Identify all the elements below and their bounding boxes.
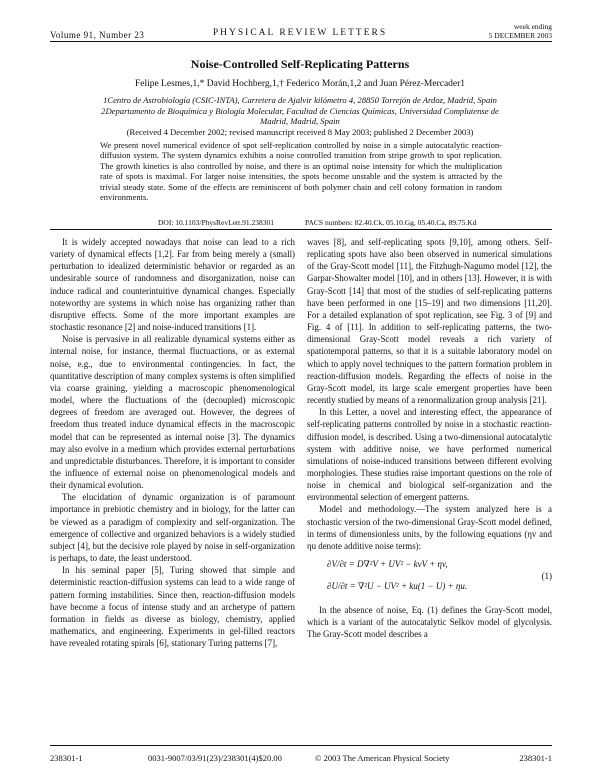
equation-number: (1) (541, 571, 552, 582)
paragraph: It is widely accepted nowadays that noise can lead to a rich variety of dynamical effects [1,2]. Far from being merely a (small) perturbation to idealized deterministic behavior or regarded as an undesirable source of randomness and disorganization, noise can induce radical and counterintuitive dynamical changes. Especially noteworthy are systems in which noise has organizing rather than disruptive effects. Some of the more important examples are stochastic resonance [2] and noise-induced transitions [1]. (50, 237, 295, 333)
paragraph: In his seminal paper [5], Turing showed that simple and deterministic reaction-diffusion systems can lead to a wide range of pattern forming instabilities. Since then, reaction-diffusion models have become a focus of intense study and an archetype of pattern formation in fields as diverse as biology, chemistry, applied mathematics, and engineering. Experiments in gel-filled reactors have revealed rotating spirals [6], stationary Turing patterns [7], (50, 565, 295, 649)
week-ending-label: week ending (513, 22, 552, 31)
paragraph: In the absence of noise, Eq. (1) defines the Gray-Scott model, which is a variant of the autocatalytic Selkov model of glycolysis. The Gray-Scott model describes a (307, 605, 552, 640)
equation-line-2: ∂U/∂t = ∇²U − UV² + ku(1 − U) + ηu. (327, 581, 468, 592)
paragraph: Noise is pervasive in all realizable dynamical systems either as internal noise, for instance, thermal fluctuactions, or as external noise, e.g., due to environmental contingencies. In fact, the quantitative description of many complex systems is often simplified via coarse graining, yielding a macroscopic phenomenological model, where the fluctuations of the (decoupled) microscopic degrees of freedom are averaged out. However, the degrees of freedom thus treated induce dynamical effects in the macroscopic model that can be represented as internal noise [3]. The dynamics may also evolve in a medium which provides external perturbations and unpredictable disturbances. Therefore, it is important to consider the influence of external noise on phenomenological models and their dynamical evolution. (50, 334, 296, 491)
copyright: © 2003 The American Physical Society (315, 753, 450, 763)
volume-number: Volume 91, Number 23 (50, 30, 145, 40)
issn-code: 0031-9007/03/91(23)/238301(4)$20.00 (148, 753, 282, 763)
equation-1 (307, 556, 552, 600)
received-dates: (Received 4 December 2002; revised manuscript received 8 May 2003; published 2 December 2003) (126, 127, 474, 137)
paragraph: In this Letter, a novel and interesting effect, the appearance of self-replicating patterns controlled by noise in a stochastic reaction-diffusion model, is described. Using a two-dimensional autocatalytic system with additive noise, we have performed numerical simulations of noise-induced transitions between different evolving morphologies. These studies raise important questions on the role of noise in chemical and biological self-organization and the environmental selection of emergent patterns. (307, 407, 552, 503)
left-column (50, 236, 295, 649)
journal-name: PHYSICAL REVIEW LETTERS (212, 28, 388, 38)
author-list: Felipe Lesmes,1,* David Hochberg,1,† Federico Morán,1,2 and Juan Pérez-Mercader1 (134, 79, 466, 89)
paper-title: Noise-Controlled Self-Replicating Patterns (190, 57, 410, 71)
abstract: We present novel numerical evidence of spot self-replication controlled by noise in a simple autocatalytic reaction-diffusion system. The system dynamics exhibits a noise controlled transition from stripe growth to spot replication. The growth kinetics is also controlled by noise, and there is an optimal noise intensity for which the multiplication rate of spots is maximal. For larger noise intensities, the spots become unstable and the system is attracted by the trivial steady state. Some of the effects are reminiscent of both polymer chain and cell colony formation in random environments. (100, 140, 502, 203)
affiliation-1: 1Centro de Astrobiología (CSIC-INTA), Carretera de Ajalvir kilómetro 4, 28850 Torrejón de Ardoz, Madrid, Spain (103, 95, 497, 105)
affiliation-2: 2Departamento de Bioquímica y Biología Molecular, Facultad de Ciencias Químicas, Universidad Complutense de Madrid, Madrid, Spain (101, 105, 499, 126)
page-number-left: 238301-1 (50, 753, 83, 763)
page-number-right: 238301-1 (519, 753, 552, 763)
abstract-rule (50, 229, 552, 230)
issue-date (489, 22, 552, 40)
date-label: 5 DECEMBER 2003 (488, 31, 552, 40)
paragraph: The elucidation of dynamic organization is of paramount importance in prebiotic chemistry and in biology, for the latter can be viewed as a paradigm of complexity and self-organization. The emergence of collective and organized behaviors is a widely studied subject [4], but the decisive role played by noise in self-organization is perhaps, to date, the least understood. (50, 492, 295, 564)
paragraph: Model and methodology.—The system analyzed here is a stochastic version of the two-dimensional Gray-Scott model defined, in terms of dimensionless units, by the following equations (ηv and ηu denote additive noise terms): (307, 504, 552, 551)
pacs-numbers: PACS numbers: 82.40.Ck, 05.10.Gg, 05.40.Ca, 89.75.Kd (305, 218, 477, 227)
header-rule (50, 41, 552, 42)
affiliations (100, 95, 500, 127)
doi: DOI: 10.1103/PhysRevLett.91.238301 (158, 218, 274, 227)
paragraph: waves [8], and self-replicating spots [9,10], among others. Self-replicating spots have also been observed in numerical simulations of the Gray-Scott model [11], the Fitzhugh-Nagumo model [12], the Garpar-Showalter model [10], and in others [13]. However, it is with Gray-Scott [14] that most of the studies of self-replicating patterns have been performed in one [15–19] and two dimensions [11,20]. For a detailed explanation of spot replication, see Fig. 3 of [9] and Fig. 4 of [11]. In addition to self-replicating patterns, the two-dimensional Gray-Scott model reveals a rich variety of spatiotemporal patterns, so that it is a suitable laboratory model on which to apply novel techniques to the pattern formation problem in reaction-diffusion models. Regarding the effects of noise in the Gray-Scott model, its large scale emergent properties have been recently studied by means of a renormalization group analysis [21]. (307, 237, 552, 406)
right-column (307, 236, 552, 641)
equation-line-1: ∂V/∂t = D∇²V + UV² − kvV + ηv, (327, 559, 448, 570)
footer-rule (50, 745, 552, 746)
